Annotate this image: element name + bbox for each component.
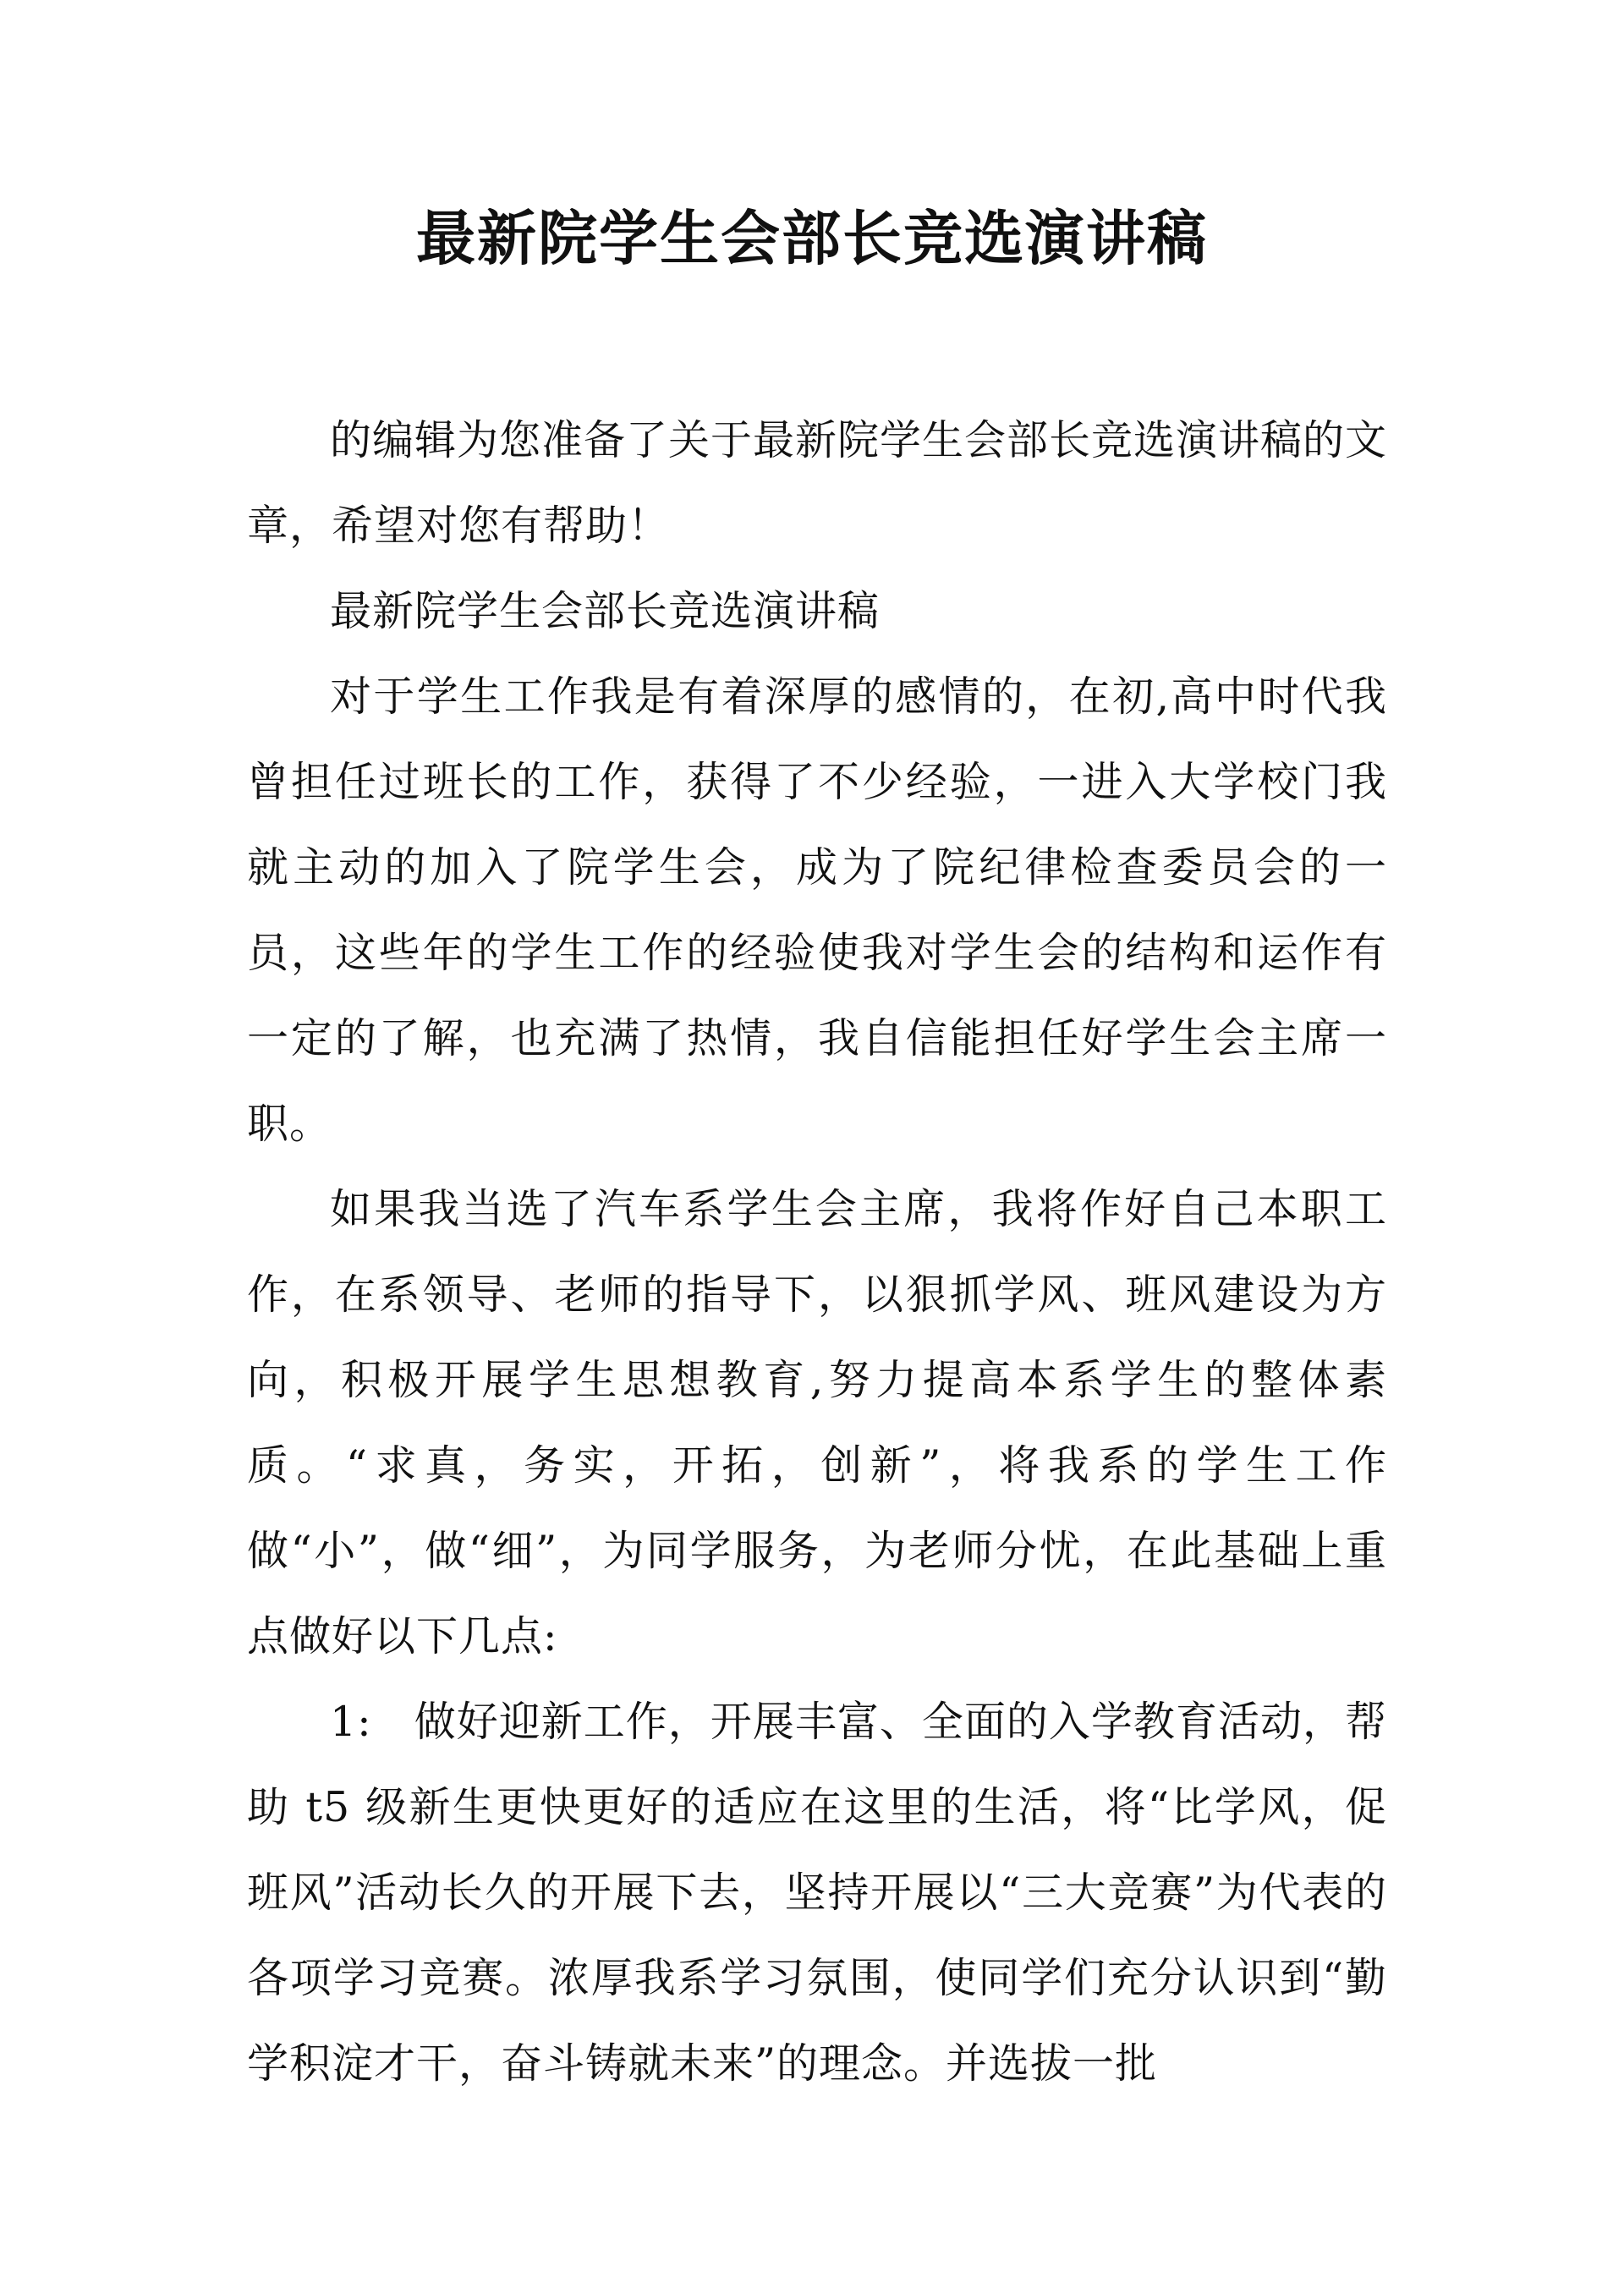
document-title: 最新院学生会部长竞选演讲稿	[416, 203, 1208, 273]
paragraph-experience: 对于学生工作我是有着深厚的感情的，在初,高中时代我曾担任过班长的工作，获得了不少经验，一进入大学校门我就主动的加入了院学生会，成为了院纪律检查委员会的一员，这些年的学生工作的经验使我对学生会的结构和运作有一定的了解，也充满了热情，我自信能担任好学生会主席一职。	[247, 672, 1387, 1148]
paragraph-subtitle: 最新院学生会部长竞选演讲稿	[330, 587, 881, 635]
paragraph-intro: 的编辑为您准备了关于最新院学生会部长竞选演讲稿的文章，希望对您有帮助！	[247, 416, 1388, 550]
paragraph-point-one: 1: 做好迎新工作，开展丰富、全面的入学教育活动，帮助 t5 级新生更快更好的适应在这里的生活，将“比学风，促班风”活动长久的开展下去，坚持开展以“三大竞赛”为代表的各项学习竞赛。浓厚我系学习氛围，使同学们充分认识到“勤学积淀才干，奋斗铸就未来”的理念。并选拔一批	[247, 1698, 1387, 2088]
document-body	[247, 398, 1387, 2106]
paragraph-plan: 如果我当选了汽车系学生会主席，我将作好自己本职工作，在系领导、老师的指导下，以狠抓学风、班风建设为方向，积极开展学生思想教育,努力提高本系学生的整体素质。“求真，务实，开拓，创新”，将我系的学生工作做“小”，做“细”，为同学服务，为老师分忧，在此基础上重点做好以下几点:	[247, 1185, 1387, 1660]
